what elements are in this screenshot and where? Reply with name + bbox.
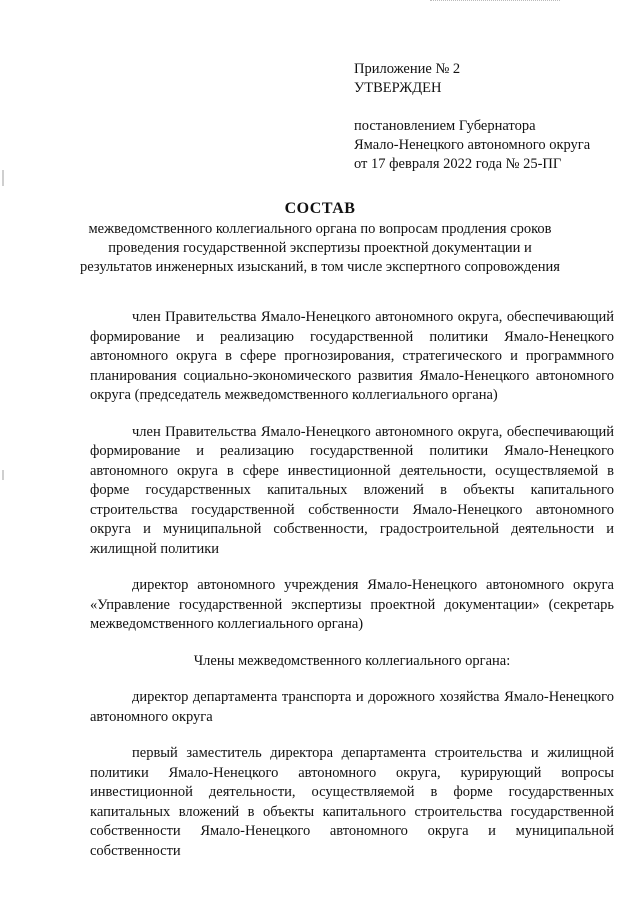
document-subtitle-line: межведомственного коллегиального органа по вопросам продления сроков bbox=[88, 221, 552, 237]
appendix-number: Приложение № 2 bbox=[354, 61, 461, 77]
document-body bbox=[90, 308, 614, 861]
approved-label: УТВЕРЖДЕН bbox=[354, 80, 442, 96]
document-heading bbox=[80, 199, 560, 277]
document-subtitle-line: результатов инженерных изысканий, в том числе экспертного сопровождения bbox=[80, 259, 560, 275]
document-title: СОСТАВ bbox=[284, 200, 356, 217]
members-heading: Члены межведомственного коллегиального органа: bbox=[193, 652, 511, 669]
scan-margin-mark bbox=[2, 470, 4, 480]
resolution-date: от 17 февраля 2022 года № 25-ПГ bbox=[354, 156, 562, 172]
approval-block bbox=[354, 60, 624, 174]
scan-edge-mark bbox=[430, 0, 560, 2]
resolution-line: постановлением Губернатора bbox=[354, 118, 536, 134]
scan-margin-mark bbox=[2, 170, 4, 186]
member-entry: первый заместитель директора департамента строительства и жилищной политики Ямало-Ненецкого автономного округа, курирующий вопросы инвестиционной деятельности, осуществляемой в форме государственных капитальных вложений в объекты капитального строительства государственной собственности Ямало-Ненецкого автономного округа и муниципальной собственности bbox=[90, 745, 614, 859]
member-entry: член Правительства Ямало-Ненецкого автономного округа, обеспечивающий формирование и реализацию государственной политики Ямало-Ненецкого автономного округа в сфере инвестиционной деятельности, осуществляемой в форме государственных капитальных вложений в объекты капитального строительства государственной собственности Ямало-Ненецкого автономного округа и муниципальной собственности, градостроительной деятельности и жилищной политики bbox=[90, 423, 614, 557]
member-entry-chairman: член Правительства Ямало-Ненецкого автономного округа, обеспечивающий формирование и реализацию государственной политики Ямало-Ненецкого автономного округа в сфере прогнозирования, стратегического и программного планирования социально-экономического развития Ямало-Ненецкого автономного округа (председатель межведомственного коллегиального органа) bbox=[90, 309, 614, 403]
member-entry-secretary: директор автономного учреждения Ямало-Ненецкого автономного округа «Управление государственной экспертизы проектной документации» (секретарь межведомственного коллегиального органа) bbox=[90, 577, 614, 632]
resolution-line: Ямало-Ненецкого автономного округа bbox=[354, 137, 591, 153]
member-entry: директор департамента транспорта и дорожного хозяйства Ямало-Ненецкого автономного округа bbox=[90, 689, 614, 725]
document-subtitle-line: проведения государственной экспертизы проектной документации и bbox=[108, 240, 532, 256]
